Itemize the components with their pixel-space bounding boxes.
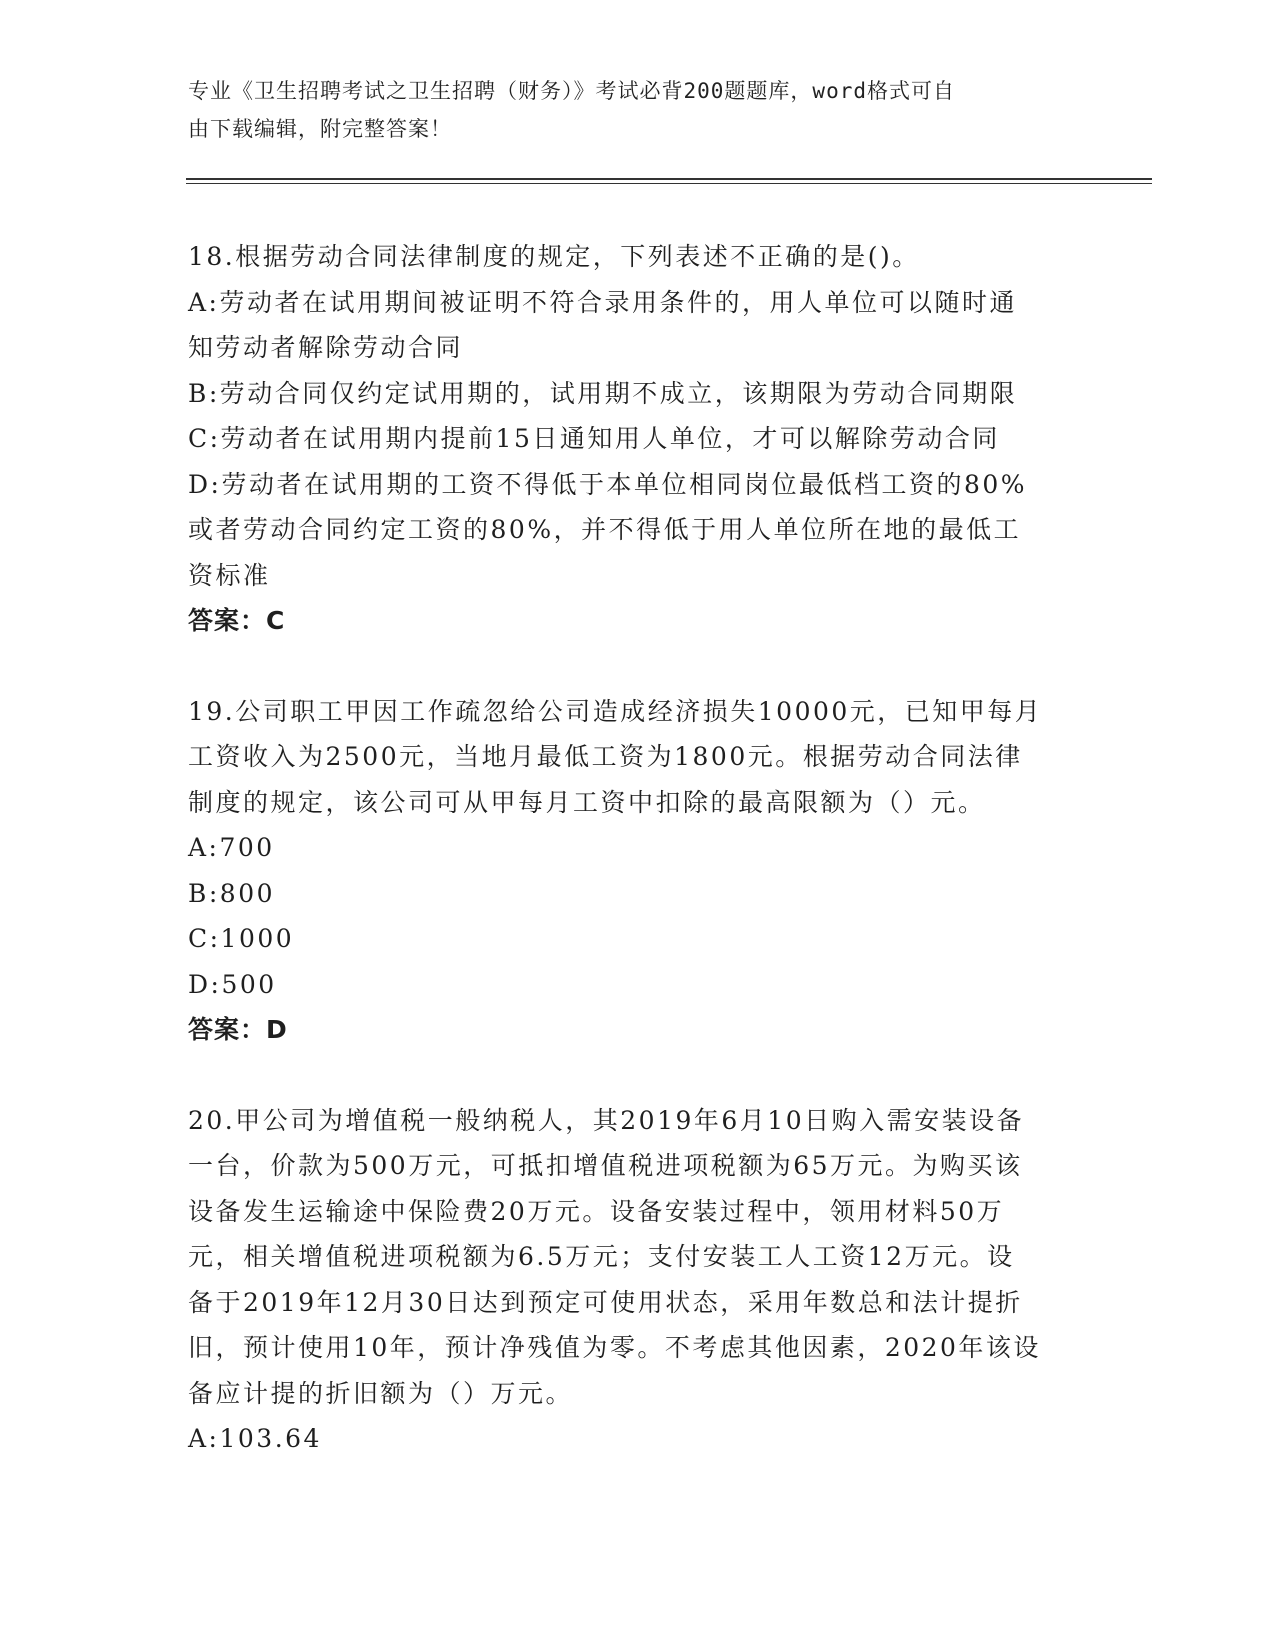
option-c: C:劳动者在试用期内提前15日通知用人单位，才可以解除劳动合同 [188, 424, 1000, 453]
header-divider-thick [186, 178, 1152, 180]
option-a: A:劳动者在试用期间被证明不符合录用条件的，用人单位可以随时通 知劳动者解除劳动合同 [188, 287, 1017, 362]
question-stem: 20.甲公司为增值税一般纳税人，其2019年6月10日购入需安装设备 一台，价款为500万元，可抵扣增值税进项税额为65万元。为购买该 设备发生运输途中保险费20万元。设备安装过程中，领用材料50万 元，相关增值税进项税额为6.5万元；支付安装工人工资12万元。设 备于2019年12月30日达到预定可使用状态，采用年数总和法计提折 旧，预计使用10年，预计净残值为零。不考虑其他因素，2020年该设 备应计提的折旧额为（）万元。 [188, 1105, 1041, 1408]
question-spacer [188, 644, 1088, 689]
option-a: A:700 [188, 833, 275, 862]
question-18 [188, 234, 1088, 644]
answer-label: 答案：D [188, 1015, 288, 1044]
question-stem: 18.根据劳动合同法律制度的规定，下列表述不正确的是()。 [188, 242, 920, 271]
question-list [188, 234, 1088, 1462]
question-stem: 19.公司职工甲因工作疏忽给公司造成经济损失10000元，已知甲每月 工资收入为2500元，当地月最低工资为1800元。根据劳动合同法律 制度的规定，该公司可从甲每月工资中扣除的最高限额为（）元。 [188, 696, 1043, 817]
header-line-2: 由下载编辑，附完整答案！ [188, 117, 452, 141]
header-line-1: 专业《卫生招聘考试之卫生招聘（财务）》考试必背200题题库，word格式可自 [188, 79, 955, 103]
question-19 [188, 689, 1088, 1053]
question-spacer [188, 1053, 1088, 1098]
option-b: B:劳动合同仅约定试用期的，试用期不成立，该期限为劳动合同期限 [188, 378, 1018, 408]
header-divider-thin [186, 183, 1152, 184]
option-b: B:800 [188, 878, 276, 908]
answer-label: 答案：C [188, 606, 286, 635]
option-a: A:103.64 [188, 1424, 322, 1453]
option-d: D:500 [188, 969, 277, 999]
question-20 [188, 1098, 1088, 1462]
document-header [188, 72, 1088, 148]
option-d: D:劳动者在试用期的工资不得低于本单位相同岗位最低档工资的80% 或者劳动合同约定工资的80%，并不得低于用人单位所在地的最低工 资标准 [188, 469, 1028, 590]
option-c: C:1000 [188, 924, 295, 953]
